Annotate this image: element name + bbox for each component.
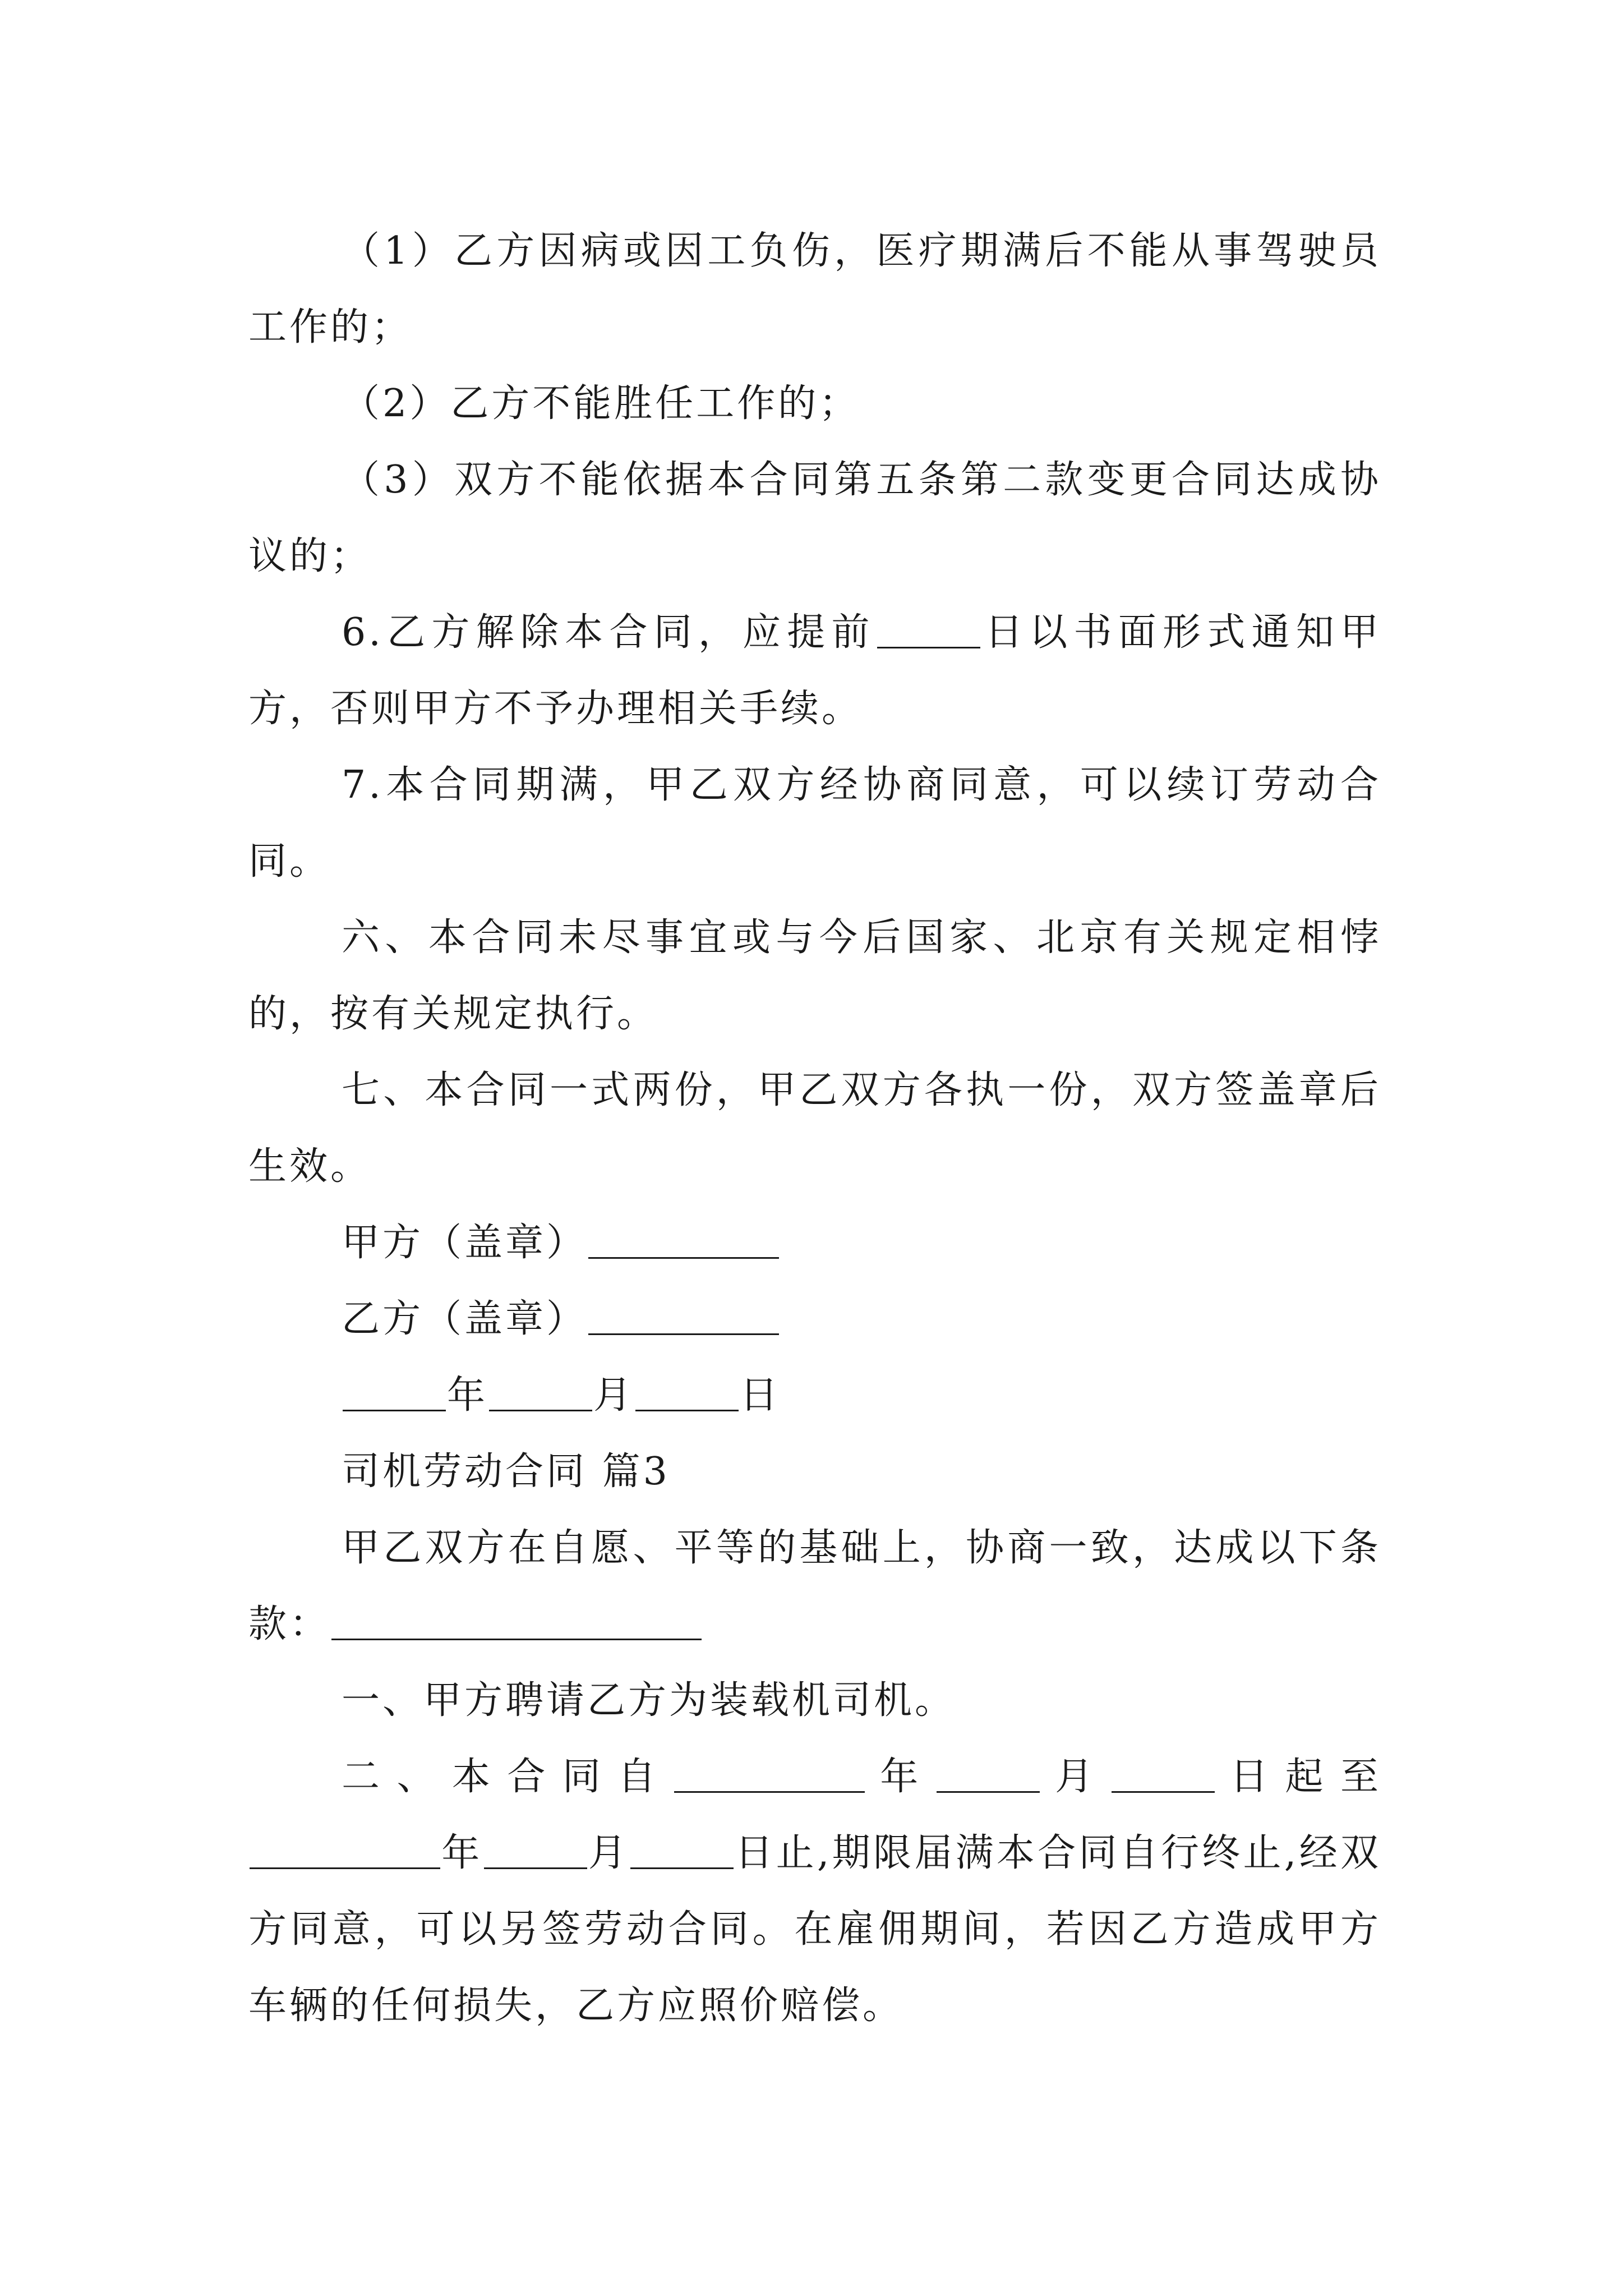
party-a-label: 甲方（盖章） xyxy=(342,1221,588,1265)
section-seven: 七、本合同一式两份，甲乙双方各执一份，双方签盖章后生效。 xyxy=(248,1068,1381,1189)
year-blank xyxy=(343,1375,446,1411)
start-year-blank xyxy=(674,1756,865,1793)
party-b-label: 乙方（盖章） xyxy=(342,1297,588,1341)
signing-date xyxy=(248,1358,1381,1434)
document-body xyxy=(248,213,1381,2044)
day-blank xyxy=(635,1375,739,1411)
clause-6-part-b: 日以书面形式通知甲方，否则甲方不予办理相关手续。 xyxy=(248,610,1381,731)
party-a-signature xyxy=(248,1205,1381,1281)
clause-two-year2: 年 xyxy=(441,1831,483,1875)
clause-two-month2: 月 xyxy=(588,1831,630,1875)
end-year-blank xyxy=(250,1833,440,1869)
clause-two-month: 月 xyxy=(1040,1755,1110,1799)
party-b-signature xyxy=(248,1281,1381,1358)
intro-paragraph xyxy=(248,1510,1381,1663)
clause-6-part-a: 6.乙方解除本合同，应提前 xyxy=(342,610,876,655)
month-label: 月 xyxy=(593,1373,635,1418)
clause-two-day-from: 日起至 xyxy=(1215,1755,1381,1799)
section-title: 司机劳动合同 篇3 xyxy=(342,1450,670,1494)
notice-days-blank xyxy=(877,612,980,648)
clause-two-start: 二、本合同自 xyxy=(342,1755,673,1799)
end-day-blank xyxy=(630,1833,734,1869)
day-label: 日 xyxy=(740,1373,781,1418)
clause-7: 7.本合同期满，甲乙双方经协商同意，可以续订劳动合同。 xyxy=(248,763,1381,884)
year-label: 年 xyxy=(447,1373,488,1418)
clause-two-year: 年 xyxy=(865,1755,935,1799)
intro-text: 甲乙双方在自愿、平等的基础上，协商一致，达成以下条款： xyxy=(248,1526,1381,1646)
clause-item-2: （2）乙方不能胜任工作的； xyxy=(342,381,860,426)
month-blank xyxy=(489,1375,592,1411)
section-six: 六、本合同未尽事宜或与今后国家、北京有关规定相悖的，按有关规定执行。 xyxy=(248,915,1381,1036)
party-a-blank xyxy=(588,1222,779,1259)
clause-two xyxy=(248,1739,1381,2044)
clause-item-1: （1）乙方因病或因工负伤，医疗期满后不能从事驾驶员工作的； xyxy=(248,229,1381,349)
clause-item-3: （3）双方不能依据本合同第五条第二款变更合同达成协议的； xyxy=(248,458,1381,578)
start-month-blank xyxy=(937,1756,1040,1793)
intro-blank xyxy=(331,1604,702,1640)
clause-one: 一、甲方聘请乙方为装载机司机。 xyxy=(342,1678,956,1723)
party-b-blank xyxy=(588,1299,779,1335)
start-day-blank xyxy=(1112,1756,1215,1793)
end-month-blank xyxy=(484,1833,587,1869)
clause-two-day-to: 日止,期限届满本合同自行终止,经双方同意，可以另签劳动合同。在雇佣期间，若因乙方造成甲方车辆的任何损失，乙方应照价赔偿。 xyxy=(248,1831,1381,2028)
clause-6 xyxy=(248,595,1381,747)
